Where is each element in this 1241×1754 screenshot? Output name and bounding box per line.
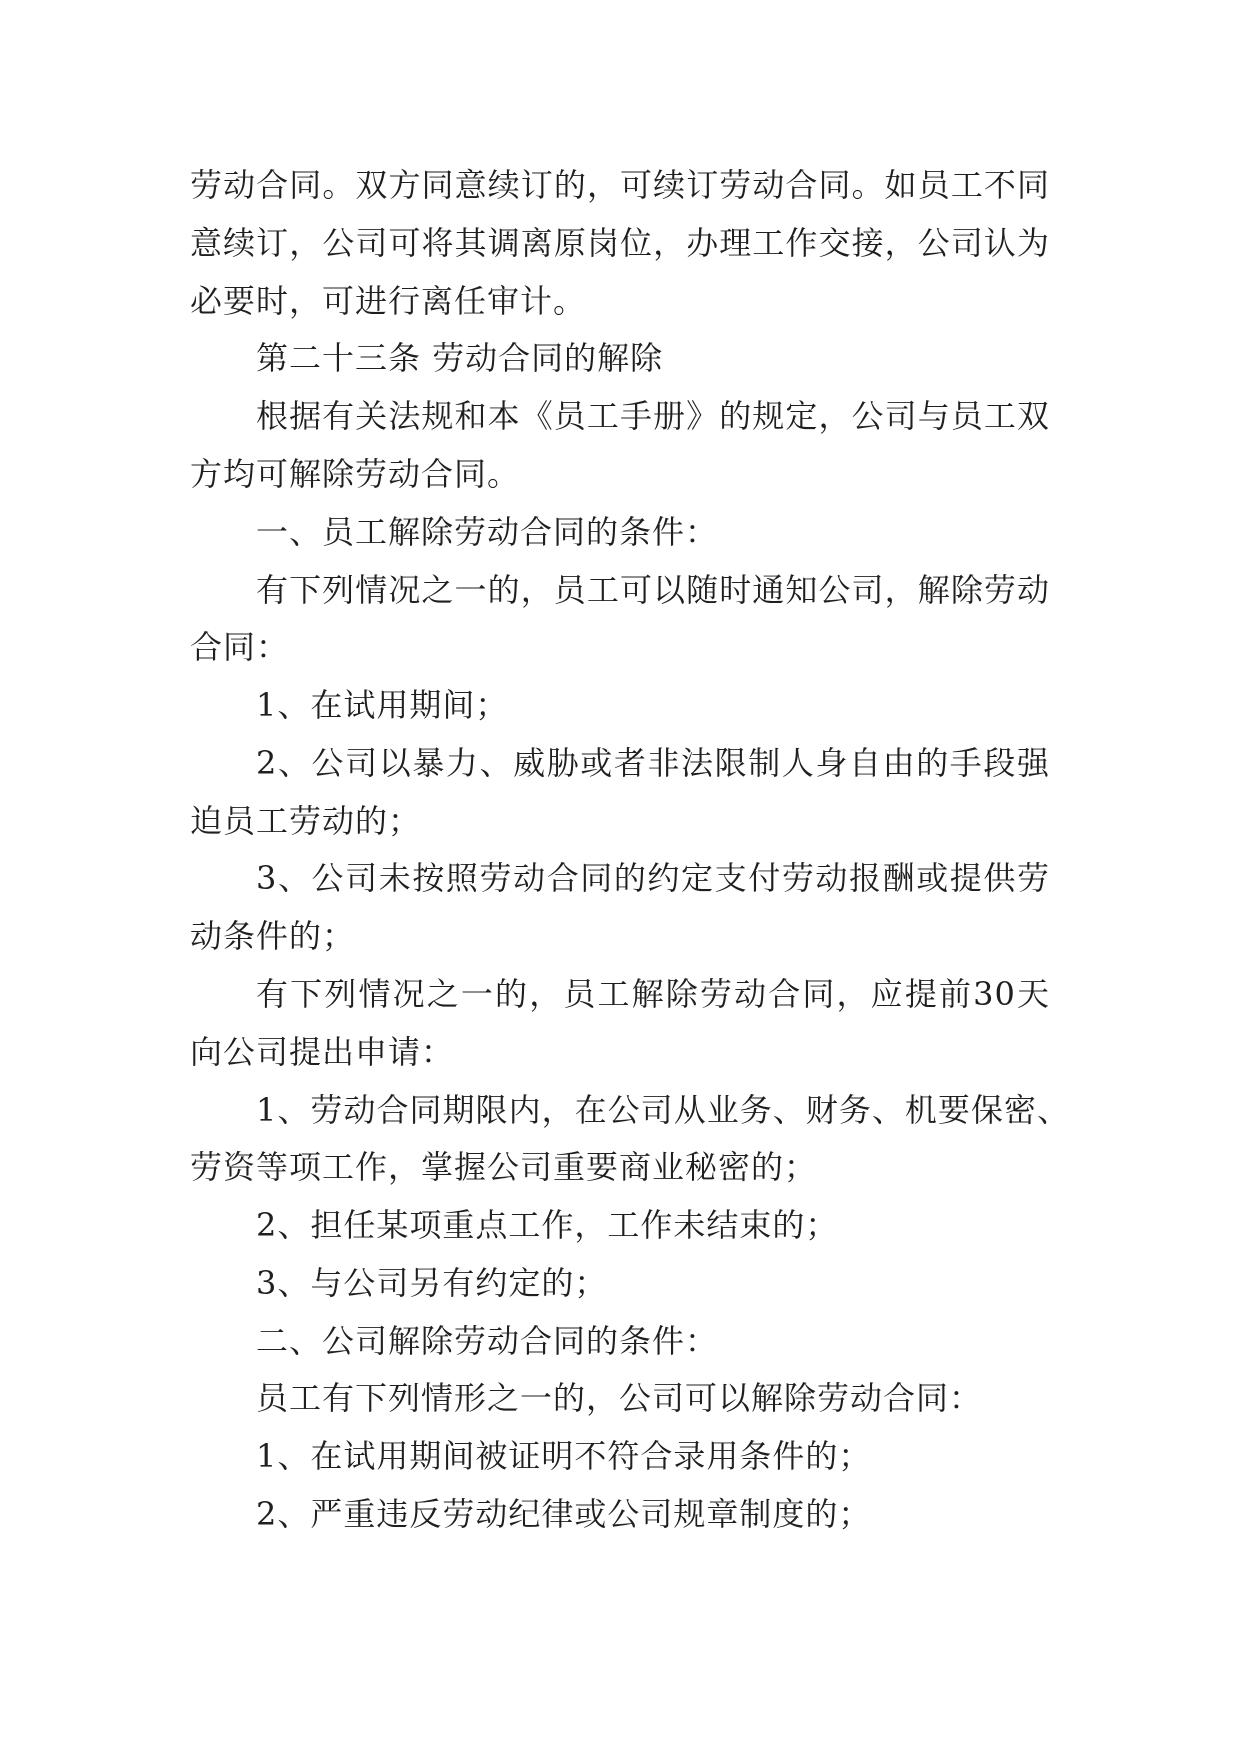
list-item-5: 2、担任某项重点工作，工作未结束的；	[256, 1206, 839, 1244]
section-heading-2: 二、公司解除劳动合同的条件：	[256, 1322, 719, 1360]
text-line-22: 员工有下列情形之一的，公司可以解除劳动合同：	[256, 1379, 983, 1417]
section-heading-1: 一、员工解除劳动合同的条件：	[256, 513, 719, 551]
text-line-1: 劳动合同。双方同意续订的，可续订劳动合同。如员工不同	[190, 166, 1050, 204]
text-line-14: 动条件的；	[190, 917, 356, 955]
text-line-15: 有下列情况之一的，员工解除劳动合同，应提前30天	[256, 975, 1050, 1013]
list-item-7: 1、在试用期间被证明不符合录用条件的；	[256, 1437, 872, 1475]
text-line-5: 根据有关法规和本《员工手册》的规定，公司与员工双	[256, 397, 1050, 435]
text-line-3: 必要时，可进行离任审计。	[190, 282, 587, 320]
article-heading: 第二十三条 劳动合同的解除	[256, 339, 664, 377]
text-line-18: 劳资等项工作，掌握公司重要商业秘密的；	[190, 1148, 818, 1186]
text-line-9: 合同：	[190, 628, 290, 666]
list-item-2: 2、公司以暴力、威胁或者非法限制人身自由的手段强	[256, 744, 1050, 782]
text-line-2: 意续订，公司可将其调离原岗位，办理工作交接，公司认为	[190, 224, 1050, 262]
list-item-6: 3、与公司另有约定的；	[256, 1264, 608, 1302]
text-line-8: 有下列情况之一的，员工可以随时通知公司，解除劳动	[256, 571, 1050, 609]
list-item-4: 1、劳动合同期限内，在公司从业务、财务、机要保密、	[256, 1091, 1070, 1129]
text-line-12: 迫员工劳动的；	[190, 802, 422, 840]
list-item-8: 2、严重违反劳动纪律或公司规章制度的；	[256, 1495, 872, 1533]
list-item-1: 1、在试用期间；	[256, 686, 509, 724]
text-line-6: 方均可解除劳动合同。	[190, 455, 521, 493]
text-line-16: 向公司提出申请：	[190, 1033, 455, 1071]
list-item-3: 3、公司未按照劳动合同的约定支付劳动报酬或提供劳	[256, 859, 1050, 897]
